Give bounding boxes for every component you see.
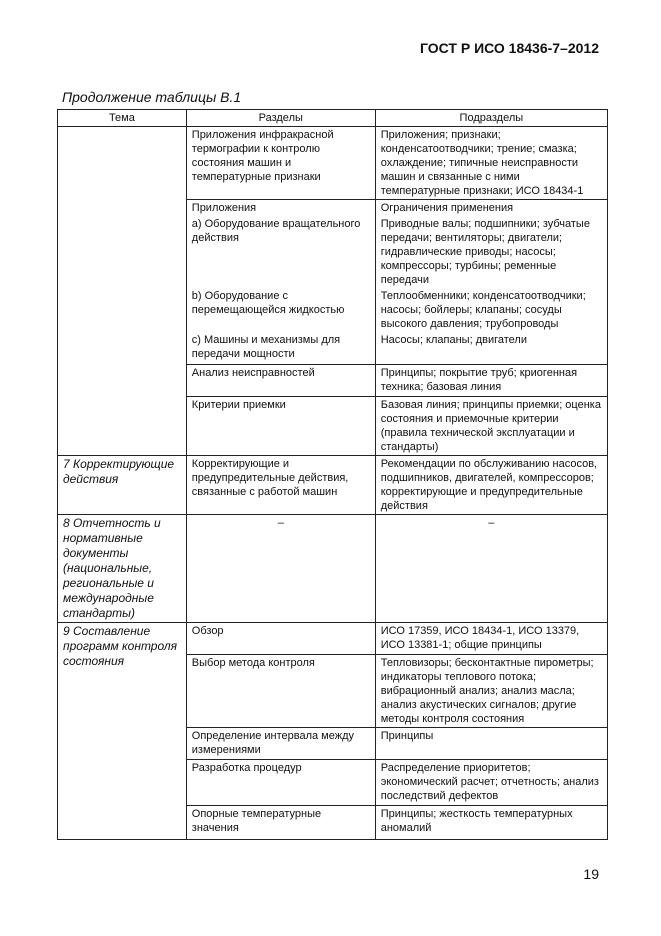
theme-cell: 9 Составление программ контроля состояния xyxy=(58,622,187,839)
subsection-cell: Рекомендации по обслуживанию насосов, подшипников, двигателей, компрессоров; корректирующие и предупредительные действия xyxy=(375,455,607,514)
page-number: 19 xyxy=(583,866,599,882)
section-cell: Корректирующие и предупредительные действия, связанные с работой машин xyxy=(186,455,375,514)
section-cell: Приложения xyxy=(186,200,375,217)
subsection-cell: Теплообменники; конденсатоотводчики; насосы; бойлеры; клапаны; сосуды высокого давления; трубопроводы xyxy=(375,288,607,332)
table-header-row xyxy=(58,110,608,127)
section-cell: b) Оборудование с перемещающейся жидкостью xyxy=(186,288,375,332)
section-cell: Критерии приемки xyxy=(186,396,375,455)
section-cell: Обзор xyxy=(186,622,375,654)
standards-table xyxy=(57,109,608,840)
subsection-cell: Насосы; клапаны; двигатели xyxy=(375,332,607,364)
subsection-cell: Принципы; покрытие труб; криогенная техника; базовая линия xyxy=(375,364,607,396)
section-cell: Определение интервала между измерениями xyxy=(186,727,375,759)
subsection-cell: Тепловизоры; бесконтактные пирометры; индикаторы теплового потока; вибрационный анализ; анализ масла; анализ акустических сигналов; другие методы контроля состояния xyxy=(375,654,607,727)
section-cell: Разработка процедур xyxy=(186,759,375,805)
theme-cell-continued xyxy=(58,127,187,456)
theme-cell: 8 Отчетность и нормативные документы (национальные, региональные и международные стандарты) xyxy=(58,514,187,622)
header-subsections: Подразделы xyxy=(375,110,607,127)
subsection-cell: Ограничения применения xyxy=(375,200,607,217)
section-cell: a) Оборудование вращательного действия xyxy=(186,216,375,288)
section-cell-dash: – xyxy=(186,514,375,622)
section-cell: Анализ неисправностей xyxy=(186,364,375,396)
table-caption: Продолжение таблицы В.1 xyxy=(62,89,242,105)
section-cell: Опорные температурные значения xyxy=(186,805,375,839)
header-theme: Тема xyxy=(58,110,187,127)
table-row xyxy=(58,622,608,654)
subsection-cell: Принципы xyxy=(375,727,607,759)
table-row xyxy=(58,455,608,514)
section-cell: c) Машины и механизмы для передачи мощности xyxy=(186,332,375,364)
subsection-cell: Приводные валы; подшипники; зубчатые передачи; вентиляторы; двигатели; гидравлические приводы; насосы; компрессоры; турбины; ременные передачи xyxy=(375,216,607,288)
theme-cell: 7 Корректирующие действия xyxy=(58,455,187,514)
subsection-cell: Принципы; жесткость температурных аномалий xyxy=(375,805,607,839)
table-row xyxy=(58,514,608,622)
subsection-cell: Распределение приоритетов; экономический расчет; отчетность; анализ последствий дефектов xyxy=(375,759,607,805)
subsection-cell: ИСО 17359, ИСО 18434-1, ИСО 13379, ИСО 13381-1; общие принципы xyxy=(375,622,607,654)
header-sections: Разделы xyxy=(186,110,375,127)
document-code: ГОСТ Р ИСО 18436-7–2012 xyxy=(420,40,599,56)
table-row xyxy=(58,127,608,200)
subsection-cell-dash: – xyxy=(375,514,607,622)
section-cell: Выбор метода контроля xyxy=(186,654,375,727)
subsection-cell: Базовая линия; принципы приемки; оценка состояния и приемочные критерии (правила технической эксплуатации и стандарты) xyxy=(375,396,607,455)
subsection-cell: Приложения; признаки; конденсатоотводчики; трение; смазка; охлаждение; типичные неисправности машин и связанные с ними температурные признаки; ИСО 18434-1 xyxy=(375,127,607,200)
section-cell: Приложения инфракрасной термографии к контролю состояния машин и температурные признаки xyxy=(186,127,375,200)
